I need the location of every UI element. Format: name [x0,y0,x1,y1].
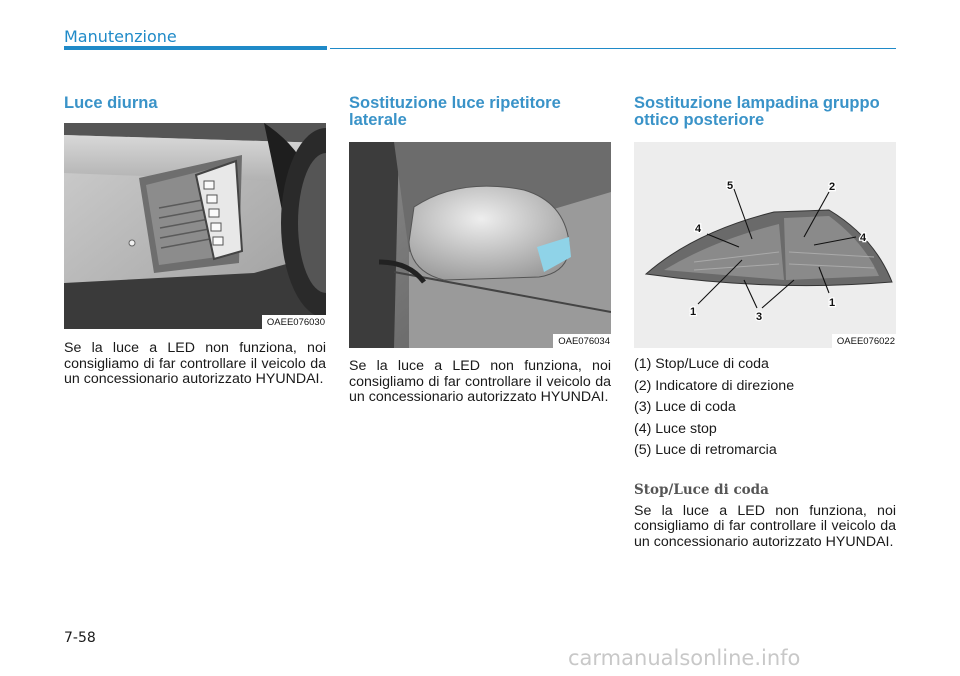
callout-label: 1 [690,306,697,318]
figure-side-repeater [349,142,611,348]
bulb-list [634,354,896,462]
callout-label: 2 [829,181,836,193]
header-rule-thin [330,48,896,50]
drl-photo [64,123,326,329]
figure-rear-combination [634,142,896,348]
callout-label: 1 [829,297,836,309]
taillight-diagram [634,142,896,348]
section-title-day-light: Luce diurna [64,94,158,112]
body-text: Se la luce a LED non funziona, noi consigliamo di far controllare il veicolo da un concessionario autorizzato HYUNDAI. [634,502,896,550]
list-item: (3) Luce di coda [634,399,736,415]
header-rule-thick [64,46,327,50]
callout-label: 4 [695,223,702,235]
page-number: 7-58 [64,630,96,646]
subheading: Stop/Luce di coda [634,481,769,498]
body-text: Se la luce a LED non funziona, noi consigliamo di far controllare il veicolo da un concessionario autorizzato HYUNDAI. [64,340,326,387]
column-day-light [64,95,326,388]
callout-label: 5 [727,180,734,192]
figure-code: OAEE076022 [832,334,896,348]
list-item: (5) Luce di retromarcia [634,442,777,458]
column-side-repeater [349,95,611,406]
figure-code: OAE076034 [553,334,611,348]
section-title-side-repeater: Sostituzione luce ripetitore laterale [349,94,561,129]
mirror-photo [349,142,611,348]
figure-day-light [64,123,326,329]
figure-code: OAEE076030 [262,315,326,329]
body-text: Se la luce a LED non funziona, noi consigliamo di far controllare il veicolo da un concessionario autorizzato HYUNDAI. [349,358,611,405]
callout-label: 4 [860,232,867,244]
column-rear-combination [634,95,896,550]
callout-label: 3 [756,311,763,323]
section-title-rear-combination: Sostituzione lampadina gruppo ottico posteriore [634,94,880,129]
section-header-title: Manutenzione [64,27,177,46]
list-item: (4) Luce stop [634,420,717,437]
list-item: (1) Stop/Luce di coda [634,356,769,372]
watermark: carmanualsonline.info [568,646,801,670]
list-item: (2) Indicatore di direzione [634,377,795,394]
